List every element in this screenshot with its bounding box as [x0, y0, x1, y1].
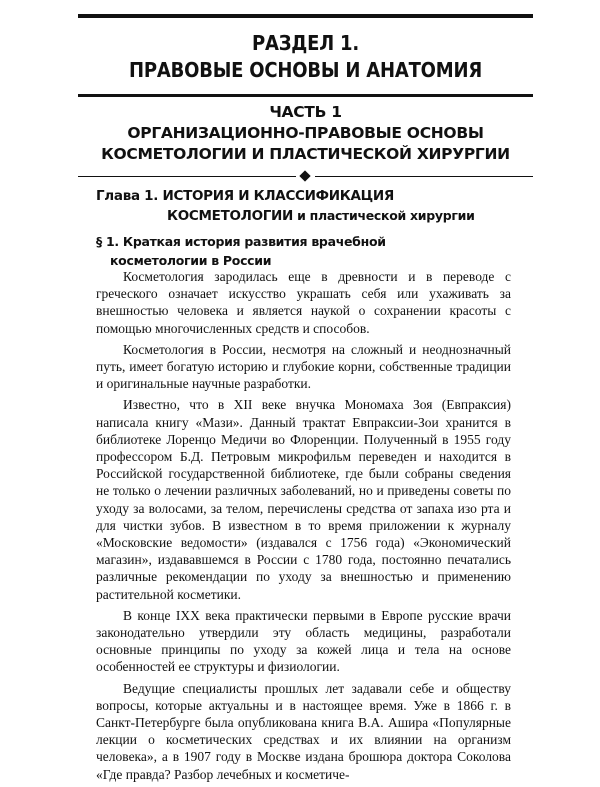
body-paragraph: В конце IXX века практически первыми в Европе русские врачи законодательно утвердили эту область медицины, разработали основные принципы по уходу за кожей лица и тела на основе особенностей ее структуры и физиологии. — [96, 607, 511, 675]
divider-line-right — [315, 176, 533, 177]
part-heading-line2: ОРГАНИЗАЦИОННО-ПРАВОВЫЕ ОСНОВЫ — [127, 124, 484, 142]
body-paragraph: Косметология зародилась еще в древности и в переводе с греческого означает искусство украшать себя или ухаживать за внешностью человека и является наукой о сохранении красоты с помощью многочисленных средств и способов. — [96, 269, 511, 336]
paragraph-heading — [96, 232, 516, 270]
section-heading-line1: РАЗДЕЛ 1. — [252, 31, 359, 55]
section-rule — [78, 94, 533, 97]
chapter-heading-line1: Глава 1. ИСТОРИЯ И КЛАССИФИКАЦИЯ — [96, 188, 394, 204]
section-heading — [78, 30, 533, 84]
book-page — [78, 0, 533, 782]
chapter-heading-rest: и пластической хирургии — [293, 208, 475, 223]
chapter-heading — [96, 186, 516, 226]
part-heading-line3: КОСМЕТОЛОГИИ И ПЛАСТИЧЕСКОЙ ХИРУРГИИ — [101, 145, 510, 163]
part-heading-line1: ЧАСТЬ 1 — [269, 103, 342, 121]
diamond-icon — [299, 170, 310, 181]
body-paragraph: Известно, что в XII веке внучка Мономаха Зоя (Евпраксия) написала книгу «Мази». Данный трактат Евпраксии-Зои хранится в библиотеке Лоренцо Медичи во Флоренции. Полученный в 1955 году профессором Б.Д. Петровым микрофильм переведен и находится в Российской государственной библиотеке, где были собраны сведения не только о лечении различных заболеваний, но и приведены советы по уходу за волосами, за телом, перечислены средства от запаха изо рта и для чистки зубов. В известном в то время приложении к журналу «Московские ведомости» (издавался с 1756 года) «Экономический магазин», издававшемся в России с 1780 года, постоянно печатались различные рекомендации по уходу за внешностью и применению растительной косметики. — [96, 397, 511, 602]
section-heading-line2: ПРАВОВЫЕ ОСНОВЫ И АНАТОМИЯ — [129, 58, 482, 82]
top-border-rule — [78, 14, 533, 18]
chapter-heading-caps: КОСМЕТОЛОГИИ — [167, 208, 294, 224]
divider-line-left — [78, 176, 296, 177]
part-heading — [78, 102, 533, 165]
body-paragraph: Ведущие специалисты прошлых лет задавали себе и обществу вопросы, которые актуальны и в настоящее время. Уже в 1866 г. в Санкт-Петербурге была опубликована книга В.А. Ашира «Популярные лекции о косметических средствах и их влиянии на организм человека», а в 1907 году в Москве издана брошюра доктора Соколова «Где правда? Разбор лечебных и косметиче- — [96, 680, 511, 782]
paragraph-heading-line1: § 1. Краткая история развития врачебной — [96, 234, 386, 249]
ornamental-divider — [78, 172, 533, 182]
body-text — [96, 268, 511, 787]
body-paragraph: Косметология в России, несмотря на сложный и неоднозначный путь, имеет богатую историю и глубокие корни, собственные традиции и оригинальные научные разработки. — [96, 341, 511, 392]
paragraph-heading-line2: косметологии в России — [110, 253, 272, 268]
chapter-heading-line2 — [96, 206, 516, 226]
